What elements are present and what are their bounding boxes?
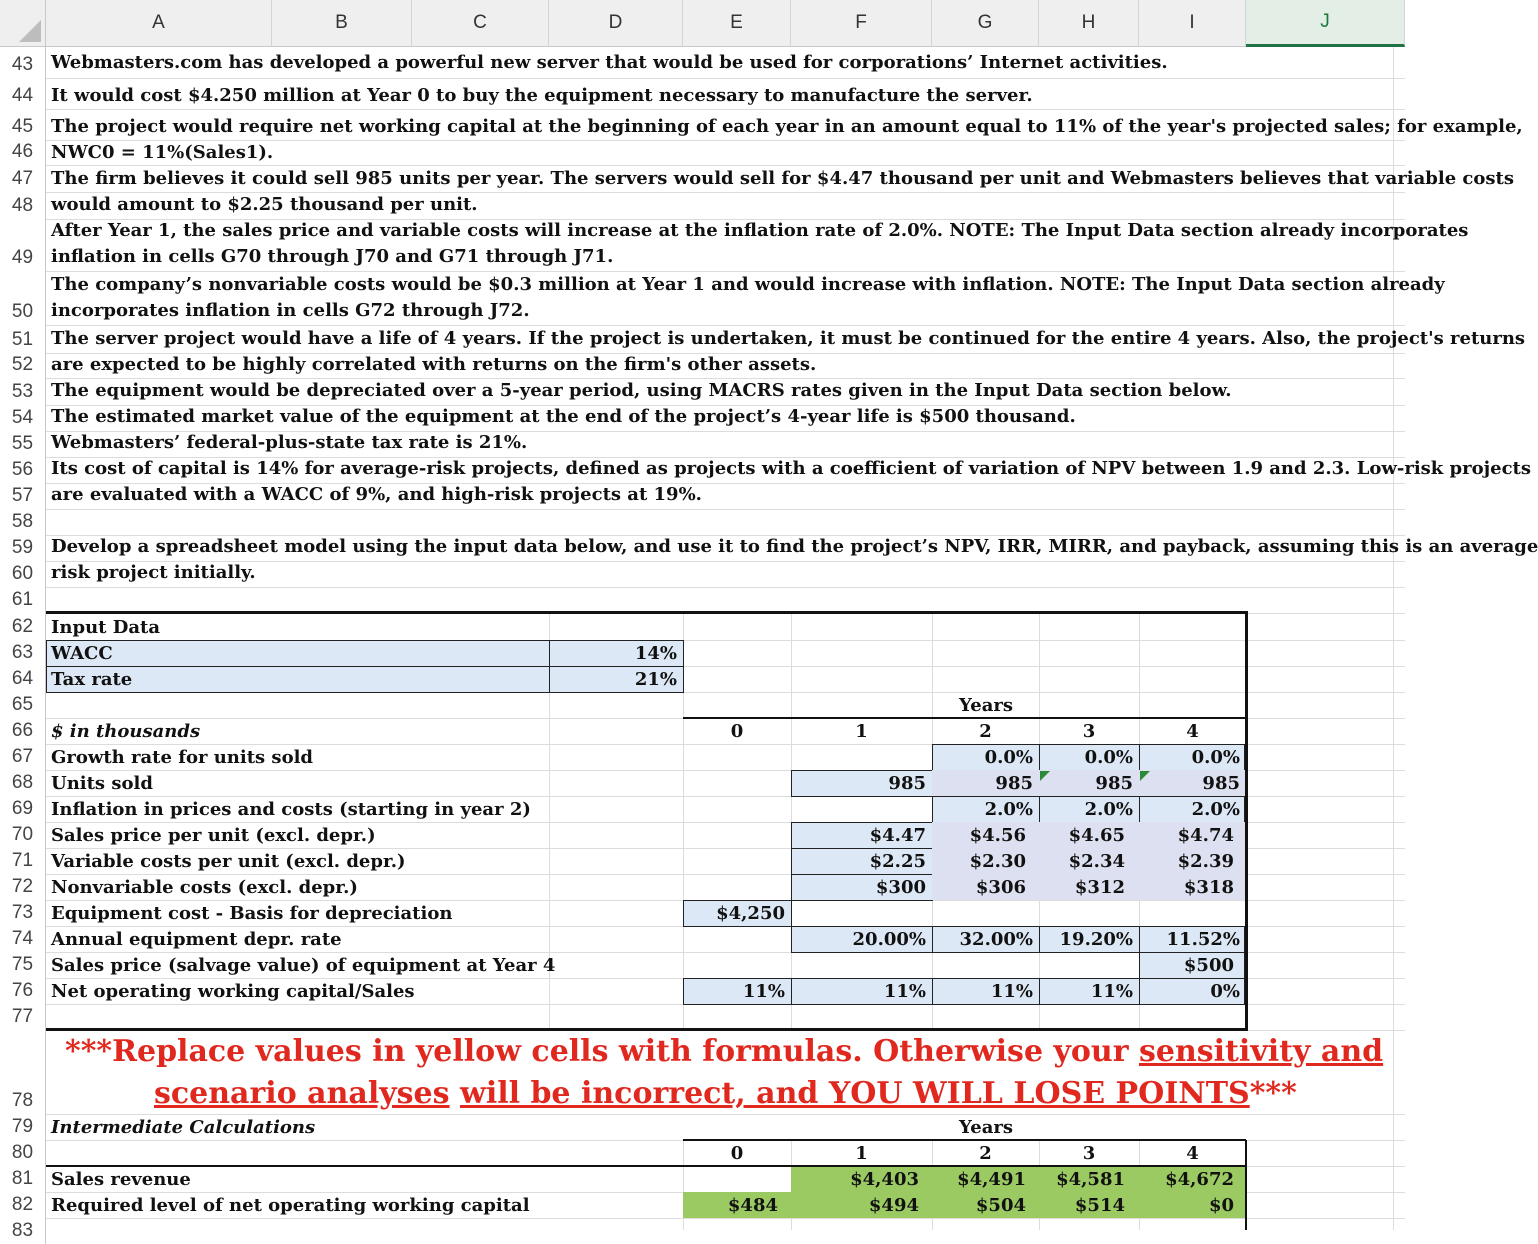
row-header-59[interactable]: 59 <box>0 535 46 561</box>
gridline <box>46 587 1405 588</box>
problem-line-17: are evaluated with a WACC of 9%, and high-risk projects at 19%. <box>51 484 702 505</box>
problem-line-6: would amount to $2.25 thousand per unit. <box>51 194 478 215</box>
problem-line-18: Develop a spreadsheet model using the input data below, and use it to find the project’s NPV, IRR, MIRR, and payback, assuming this is an average <box>51 536 1538 557</box>
gridline <box>46 271 1405 272</box>
row-header-44[interactable]: 44 <box>0 78 46 109</box>
nowc-y4: 0% <box>1210 981 1240 1002</box>
problem-line-2: It would cost $4.250 million at Year 0 to buy the equipment necessary to manufacture the server. <box>51 85 1033 106</box>
nowc-y3: 11% <box>1090 981 1133 1002</box>
problem-line-19: risk project initially. <box>51 562 256 583</box>
warning-text-2: sensitivity and <box>1138 1034 1384 1069</box>
row-header-79[interactable]: 79 <box>0 1114 46 1140</box>
price-y2: $4.56 <box>969 825 1026 846</box>
year-4: 4 <box>1186 721 1199 742</box>
gridline <box>46 140 1405 141</box>
warning-text-1: ***Replace values in yellow cells with formulas. Otherwise your <box>65 1034 1139 1069</box>
formula-warning-line-2 <box>154 1076 1297 1112</box>
gridline <box>46 378 1405 379</box>
col-header-h[interactable]: H <box>1039 0 1139 47</box>
input-data-header: Input Data <box>51 617 161 638</box>
warning-text-3: scenario analyses <box>154 1076 450 1111</box>
equip-y0: $4,250 <box>716 903 785 924</box>
depr-y3: 19.20% <box>1059 929 1133 950</box>
row-header-72[interactable]: 72 <box>0 874 46 900</box>
ic-year-3: 3 <box>1082 1143 1096 1164</box>
row-header-78[interactable]: 78 <box>0 1030 46 1114</box>
problem-line-13: The equipment would be depreciated over a 5-year period, using MACRS rates given in the Input Data section below. <box>51 380 1232 401</box>
gridline <box>46 1218 1405 1219</box>
growth-y3: 0.0% <box>1084 747 1133 768</box>
formula-warning-line-1 <box>65 1034 1383 1070</box>
input-box-border-top <box>46 611 1248 614</box>
problem-line-15: Webmasters’ federal-plus-state tax rate is 21%. <box>51 432 528 453</box>
col-header-i[interactable]: I <box>1139 0 1246 47</box>
row-header-68[interactable]: 68 <box>0 770 46 796</box>
growth-label: Growth rate for units sold <box>51 747 313 768</box>
nonvar-y3: $312 <box>1074 877 1125 898</box>
problem-line-7: After Year 1, the sales price and variable costs will increase at the inflation rate of 2.0%. NOTE: The Input Data section already incorporates <box>51 220 1469 241</box>
units-note: $ in thousands <box>51 721 201 742</box>
nwc-y2: $504 <box>975 1195 1026 1216</box>
price-y4: $4.74 <box>1177 825 1234 846</box>
row-header-48[interactable]: 48 <box>0 192 46 219</box>
select-all-triangle-icon <box>19 20 41 42</box>
row-header-76[interactable]: 76 <box>0 978 46 1004</box>
price-y3: $4.65 <box>1068 825 1125 846</box>
problem-line-9: The company’s nonvariable costs would be $0.3 million at Year 1 and would increase with inflation. NOTE: The Input Data section already <box>51 274 1445 295</box>
problem-line-5: The firm believes it could sell 985 units per year. The servers would sell for $4.47 thousand per unit and Webmasters believes that variable costs <box>51 168 1514 189</box>
row-header-75[interactable]: 75 <box>0 952 46 978</box>
tax-label: Tax rate <box>51 669 133 690</box>
varcost-y2: $2.30 <box>969 851 1026 872</box>
gridline <box>46 509 1405 510</box>
gridline <box>46 325 1405 326</box>
sales-y2: $4,491 <box>957 1169 1026 1190</box>
nwc-y3: $514 <box>1074 1195 1125 1216</box>
row-header-47[interactable]: 47 <box>0 165 46 192</box>
row-header-57[interactable]: 57 <box>0 483 46 509</box>
problem-line-1: Webmasters.com has developed a powerful new server that would be used for corporations’ Internet activities. <box>51 52 1168 73</box>
row-header-81[interactable]: 81 <box>0 1166 46 1192</box>
ic-year-2: 2 <box>979 1143 992 1164</box>
ic-year-1: 1 <box>855 1143 868 1164</box>
years-label: Years <box>958 695 1014 716</box>
price-y1: $4.47 <box>869 825 926 846</box>
inflation-y3: 2.0% <box>1084 799 1133 820</box>
row-header-52[interactable]: 52 <box>0 353 46 378</box>
growth-y2: 0.0% <box>984 747 1033 768</box>
year-3: 3 <box>1082 721 1096 742</box>
row-header-73[interactable]: 73 <box>0 900 46 926</box>
salvage-label: Sales price (salvage value) of equipment at Year 4 <box>51 955 556 976</box>
salvage-y4: $500 <box>1183 955 1234 976</box>
sales-label: Sales revenue <box>51 1169 191 1190</box>
row-header-50[interactable]: 50 <box>0 271 46 325</box>
warning-text-4 <box>450 1076 460 1111</box>
varcost-label: Variable costs per unit (excl. depr.) <box>51 851 406 872</box>
nowc-y1: 11% <box>883 981 926 1002</box>
row-header-54[interactable]: 54 <box>0 405 46 431</box>
depr-y1: 20.00% <box>852 929 926 950</box>
varcost-y1: $2.25 <box>869 851 926 872</box>
problem-line-16: Its cost of capital is 14% for average-risk projects, defined as projects with a coefficient of variation of NPV between 1.9 and 2.3. Low-risk projects <box>51 458 1531 479</box>
row-header-63[interactable]: 63 <box>0 640 46 666</box>
nwc-y0: $484 <box>727 1195 778 1216</box>
years-underline <box>683 717 1246 719</box>
nonvar-label: Nonvariable costs (excl. depr.) <box>51 877 358 898</box>
problem-line-11: The server project would have a life of 4 years. If the project is undertaken, it must be continued for the entire 4 years. Also, the project's returns <box>51 328 1526 349</box>
gridline <box>46 1114 1405 1115</box>
nwc-label: Required level of net operating working capital <box>51 1195 530 1216</box>
nwc-y1: $494 <box>868 1195 919 1216</box>
year-2: 2 <box>979 721 992 742</box>
gridline <box>46 165 1405 166</box>
intermediate-years-label: Years <box>958 1117 1014 1138</box>
problem-line-14: The estimated market value of the equipment at the end of the project’s 4-year life is $500 thousand. <box>51 406 1076 427</box>
inflation-label: Inflation in prices and costs (starting in year 2) <box>51 799 531 820</box>
row-header-65[interactable]: 65 <box>0 692 46 718</box>
problem-line-12: are expected to be highly correlated with returns on the firm's other assets. <box>51 354 817 375</box>
input-box-border-bottom <box>46 1028 1248 1031</box>
row-header-46[interactable]: 46 <box>0 140 46 165</box>
problem-line-8: inflation in cells G70 through J70 and G71 through J71. <box>51 246 614 267</box>
warning-text-6: *** <box>1249 1076 1297 1111</box>
nowc-y0: 11% <box>742 981 785 1002</box>
gridline <box>46 109 1405 110</box>
price-label: Sales price per unit (excl. depr.) <box>51 825 376 846</box>
row-header-83[interactable]: 83 <box>0 1218 46 1244</box>
units-y3: 985 <box>1095 773 1133 794</box>
row-header-51[interactable]: 51 <box>0 325 46 353</box>
row-header-64[interactable]: 64 <box>0 666 46 692</box>
row-header-77[interactable]: 77 <box>0 1004 46 1030</box>
depr-y4: 11.52% <box>1166 929 1240 950</box>
units-y1: 985 <box>888 773 926 794</box>
input-box-border-right <box>1245 611 1248 1031</box>
row-header-49[interactable]: 49 <box>0 219 46 271</box>
nowc-y2: 11% <box>990 981 1033 1002</box>
depr-y2: 32.00% <box>959 929 1033 950</box>
row-header-74[interactable]: 74 <box>0 926 46 952</box>
sales-y3: $4,581 <box>1056 1169 1125 1190</box>
varcost-y4: $2.39 <box>1177 851 1234 872</box>
row-header-62[interactable]: 62 <box>0 613 46 640</box>
row-header-53[interactable]: 53 <box>0 378 46 405</box>
row-header-61[interactable]: 61 <box>0 587 46 613</box>
equip-label: Equipment cost - Basis for depreciation <box>51 903 453 924</box>
year-1: 1 <box>855 721 868 742</box>
row-header-80[interactable]: 80 <box>0 1140 46 1166</box>
problem-line-4: NWC0 = 11%(Sales1). <box>51 142 274 163</box>
comment-indicator-icon <box>1140 771 1150 781</box>
problem-line-10: incorporates inflation in cells G72 through J72. <box>51 300 530 321</box>
row-header-56[interactable]: 56 <box>0 457 46 483</box>
comment-indicator-icon <box>1040 771 1050 781</box>
row-header-69[interactable]: 69 <box>0 796 46 822</box>
gridline <box>46 78 1405 79</box>
gridline <box>46 192 1405 193</box>
row-header-58[interactable]: 58 <box>0 509 46 535</box>
col-header-a[interactable]: A <box>46 0 272 47</box>
units-y2: 985 <box>995 773 1033 794</box>
intermediate-header: Intermediate Calculations <box>51 1117 316 1138</box>
warning-text-5: will be incorrect, and YOU WILL LOSE POINTS <box>460 1076 1250 1111</box>
problem-line-3: The project would require net working capital at the beginning of each year in an amount equal to 11% of the year's projected sales; for example, <box>51 116 1523 137</box>
row-header-67[interactable]: 67 <box>0 744 46 770</box>
inflation-y4: 2.0% <box>1191 799 1240 820</box>
col-header-c[interactable]: C <box>412 0 549 47</box>
row-header-71[interactable]: 71 <box>0 848 46 874</box>
row-header-55[interactable]: 55 <box>0 431 46 457</box>
ic-year-4: 4 <box>1186 1143 1199 1164</box>
col-header-e[interactable]: E <box>683 0 791 47</box>
wacc-value: 14% <box>634 643 677 664</box>
row-header-45[interactable]: 45 <box>0 109 46 140</box>
units-y4: 985 <box>1202 773 1240 794</box>
ic-year-0: 0 <box>730 1143 744 1164</box>
wacc-label-cell[interactable] <box>46 640 550 667</box>
nowc-label: Net operating working capital/Sales <box>51 981 415 1002</box>
row-header-60[interactable]: 60 <box>0 561 46 587</box>
growth-y4: 0.0% <box>1191 747 1240 768</box>
row-header-70[interactable]: 70 <box>0 822 46 848</box>
tax-value: 21% <box>634 669 677 690</box>
year-0: 0 <box>730 721 744 742</box>
nonvar-y4: $318 <box>1183 877 1234 898</box>
select-all-corner[interactable] <box>0 0 46 47</box>
row-header-43[interactable]: 43 <box>0 47 46 78</box>
varcost-y3: $2.34 <box>1068 851 1125 872</box>
nwc-y4: $0 <box>1208 1195 1234 1216</box>
intermediate-years-underline <box>683 1139 1246 1141</box>
nonvar-y1: $300 <box>875 877 926 898</box>
sales-y1: $4,403 <box>850 1169 919 1190</box>
units-label: Units sold <box>51 773 153 794</box>
col-header-d[interactable]: D <box>549 0 683 47</box>
row-header-82[interactable]: 82 <box>0 1192 46 1218</box>
col-header-f[interactable]: F <box>791 0 932 47</box>
col-header-g[interactable]: G <box>932 0 1039 47</box>
sales-y4: $4,672 <box>1165 1169 1234 1190</box>
col-header-j[interactable]: J <box>1246 0 1405 47</box>
row-header-66[interactable]: 66 <box>0 718 46 744</box>
nonvar-y2: $306 <box>975 877 1026 898</box>
depr-label: Annual equipment depr. rate <box>51 929 342 950</box>
col-header-b[interactable]: B <box>272 0 412 47</box>
intermediate-header-underline <box>46 1165 1246 1167</box>
inflation-y2: 2.0% <box>984 799 1033 820</box>
wacc-label: WACC <box>51 643 113 664</box>
